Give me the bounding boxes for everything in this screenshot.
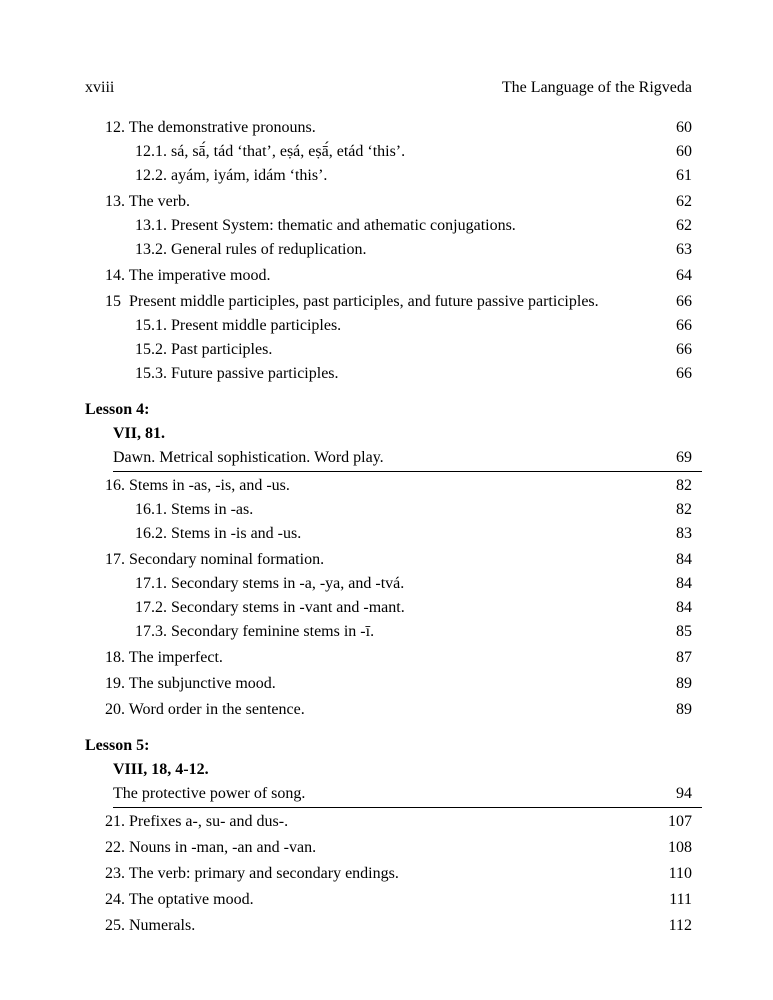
toc-entry-page-number: 112 [668, 917, 692, 934]
toc-entry [85, 140, 692, 164]
toc-entry-title: 17.1. Secondary stems in -a, -ya, and -tvá. [135, 575, 405, 592]
toc-entry [85, 862, 692, 886]
toc-entry-page-number: 62 [676, 193, 692, 210]
running-title: The Language of the Rigveda [501, 79, 692, 96]
toc-entry [85, 362, 692, 386]
toc-entry-title: 15.1. Present middle participles. [135, 317, 342, 334]
toc-entry-page-number: 110 [668, 865, 692, 882]
toc-entry [85, 314, 692, 338]
toc-entry [85, 572, 692, 596]
toc-entry [85, 620, 692, 644]
toc-entry [85, 548, 692, 572]
toc-entry-title: 16.2. Stems in -is and -us. [135, 525, 302, 542]
toc-entry-page-number: 66 [676, 341, 692, 358]
toc-entry-title: 16. Stems in -as, -is, and -us. [105, 477, 290, 494]
toc-entry-title: 12.2. ayám, iyám, idám ‘this’. [135, 167, 328, 184]
toc-entry [85, 264, 692, 288]
toc-entry [85, 672, 692, 696]
toc-entry-page-number: 87 [676, 649, 692, 666]
toc-entry [85, 164, 692, 188]
toc-entry-page-number: 89 [676, 701, 692, 718]
toc-entry-page-number: 84 [676, 575, 692, 592]
toc-entry-page-number: 107 [668, 813, 692, 830]
toc-entry [85, 646, 692, 670]
toc-entry [85, 888, 692, 912]
toc-entry [85, 398, 692, 422]
toc-entry-title: 15.2. Past participles. [135, 341, 273, 358]
toc-entry [85, 214, 692, 238]
toc-entry-title: Dawn. Metrical sophistication. Word play. [113, 449, 384, 466]
toc-entry-title: 14. The imperative mood. [105, 267, 271, 284]
toc-entry [85, 190, 692, 214]
toc-entry [85, 116, 692, 140]
toc-entry-page-number: 85 [676, 623, 692, 640]
toc-entry [85, 290, 692, 314]
toc-entry-page-number: 60 [676, 119, 692, 136]
toc-entry-title: 19. The subjunctive mood. [105, 675, 276, 692]
toc-entry [85, 782, 692, 808]
toc-entry [85, 498, 692, 522]
toc-entry-title: 13.1. Present System: thematic and athematic conjugations. [135, 217, 516, 234]
page-header [85, 76, 692, 100]
table-of-contents [85, 116, 692, 938]
toc-entry [85, 758, 692, 782]
toc-entry [85, 446, 692, 472]
toc-entry-title: 21. Prefixes a-, su- and dus-. [105, 813, 289, 830]
toc-entry-title: The protective power of song. [113, 785, 306, 802]
toc-entry-title: 17.3. Secondary feminine stems in -ī. [135, 623, 375, 640]
toc-entry-title: 23. The verb: primary and secondary endings. [105, 865, 399, 882]
toc-entry-page-number: 83 [676, 525, 692, 542]
toc-entry-page-number: 62 [676, 217, 692, 234]
toc-entry-title: 25. Numerals. [105, 917, 196, 934]
toc-entry-title: 18. The imperfect. [105, 649, 223, 666]
toc-entry [85, 914, 692, 938]
toc-entry [85, 338, 692, 362]
toc-entry-page-number: 94 [676, 785, 692, 802]
toc-entry-page-number: 82 [676, 477, 692, 494]
toc-entry-page-number: 66 [676, 365, 692, 382]
toc-entry-title: 16.1. Stems in -as. [135, 501, 254, 518]
toc-entry [85, 810, 692, 834]
toc-entry-title: 15.3. Future passive participles. [135, 365, 339, 382]
toc-entry-page-number: 61 [676, 167, 692, 184]
toc-entry-title: 15 Present middle participles, past participles, and future passive participles. [105, 293, 599, 310]
toc-entry-page-number: 84 [676, 599, 692, 616]
toc-entry-title: VIII, 18, 4-12. [113, 761, 209, 778]
toc-entry-page-number: 66 [676, 293, 692, 310]
toc-entry [85, 734, 692, 758]
toc-entry [85, 474, 692, 498]
toc-entry-title: 24. The optative mood. [105, 891, 254, 908]
toc-entry-page-number: 63 [676, 241, 692, 258]
toc-entry-title: VII, 81. [113, 425, 166, 442]
toc-entry-page-number: 84 [676, 551, 692, 568]
toc-entry [85, 596, 692, 620]
toc-entry-title: 20. Word order in the sentence. [105, 701, 305, 718]
toc-entry [85, 522, 692, 546]
toc-entry-page-number: 82 [676, 501, 692, 518]
toc-entry-title: Lesson 4: [85, 401, 150, 418]
toc-entry-page-number: 64 [676, 267, 692, 284]
toc-entry [85, 836, 692, 860]
toc-entry-page-number: 111 [669, 891, 692, 908]
toc-entry-title: 22. Nouns in -man, -an and -van. [105, 839, 317, 856]
toc-entry-page-number: 69 [676, 449, 692, 466]
folio-page-number: xviii [85, 79, 115, 96]
toc-entry-title: 13.2. General rules of reduplication. [135, 241, 367, 258]
toc-entry-title: 12.1. sá, sā́, tád ‘that’, eṣá, eṣā́, etád ‘this’. [135, 143, 406, 160]
toc-entry-title: 17.2. Secondary stems in -vant and -mant. [135, 599, 405, 616]
toc-entry [85, 238, 692, 262]
toc-entry-page-number: 89 [676, 675, 692, 692]
toc-entry [85, 422, 692, 446]
toc-entry-page-number: 108 [668, 839, 692, 856]
toc-entry-page-number: 66 [676, 317, 692, 334]
toc-entry-title: 13. The verb. [105, 193, 191, 210]
toc-entry [85, 698, 692, 722]
toc-entry-page-number: 60 [676, 143, 692, 160]
toc-entry-title: Lesson 5: [85, 737, 150, 754]
toc-entry-title: 12. The demonstrative pronouns. [105, 119, 316, 136]
toc-entry-title: 17. Secondary nominal formation. [105, 551, 325, 568]
